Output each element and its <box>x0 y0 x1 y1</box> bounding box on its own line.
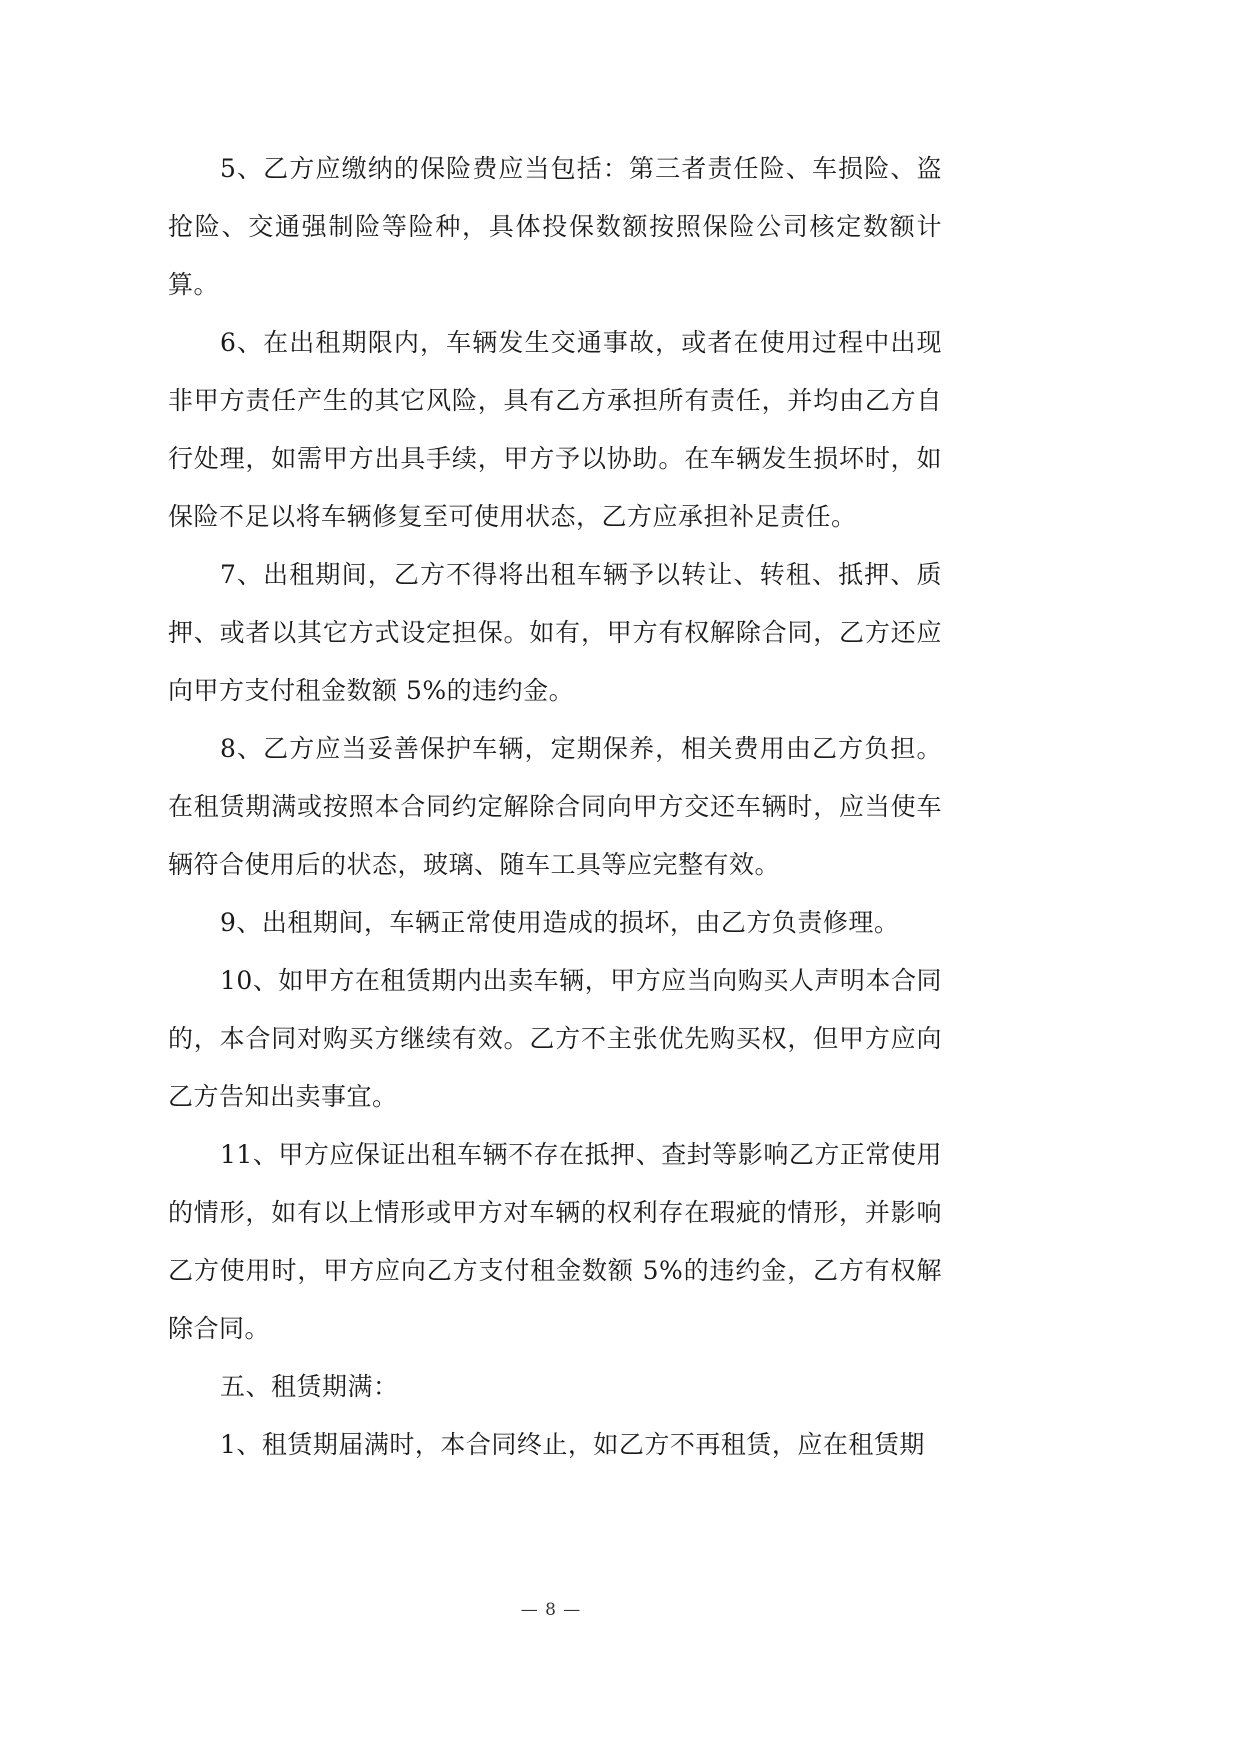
paragraph-clause-6: 6、在出租期限内，车辆发生交通事故，或者在使用过程中出现非甲方责任产生的其它风险，具有乙方承担所有责任，并均由乙方自行处理，如需甲方出具手续，甲方予以协助。在车辆发生损坏时，如保险不足以将车辆修复至可使用状态，乙方应承担补足责任。 <box>168 328 942 531</box>
paragraph-clause-10: 10、如甲方在租赁期内出卖车辆，甲方应当向购买人声明本合同的，本合同对购买方继续有效。乙方不主张优先购买权，但甲方应向乙方告知出卖事宜。 <box>168 966 942 1111</box>
paragraph-clause-11: 11、甲方应保证出租车辆不存在抵押、查封等影响乙方正常使用的情形，如有以上情形或甲方对车辆的权利存在瑕疵的情形，并影响乙方使用时，甲方应向乙方支付租金数额 5%的违约金，乙方有权解除合同。 <box>168 1140 942 1343</box>
page-number: — 8 — <box>520 1600 582 1620</box>
paragraph-clause-9: 9、出租期间，车辆正常使用造成的损坏，由乙方负责修理。 <box>220 908 900 937</box>
paragraph-expiry-clause-1: 1、租赁期届满时，本合同终止，如乙方不再租赁，应在租赁期 <box>220 1430 925 1459</box>
section-heading-lease-expiry: 五、租赁期满： <box>220 1372 399 1401</box>
paragraph-clause-5: 5、乙方应缴纳的保险费应当包括：第三者责任险、车损险、盗抢险、交通强制险等险种，具体投保数额按照保险公司核定数额计算。 <box>168 154 942 299</box>
paragraph-clause-7: 7、出租期间，乙方不得将出租车辆予以转让、转租、抵押、质押、或者以其它方式设定担保。如有，甲方有权解除合同，乙方还应向甲方支付租金数额 5%的违约金。 <box>168 560 942 705</box>
document-body <box>168 140 942 1474</box>
paragraph-clause-8: 8、乙方应当妥善保护车辆，定期保养，相关费用由乙方负担。在租赁期满或按照本合同约定解除合同向甲方交还车辆时，应当使车辆符合使用后的状态，玻璃、随车工具等应完整有效。 <box>168 734 942 879</box>
